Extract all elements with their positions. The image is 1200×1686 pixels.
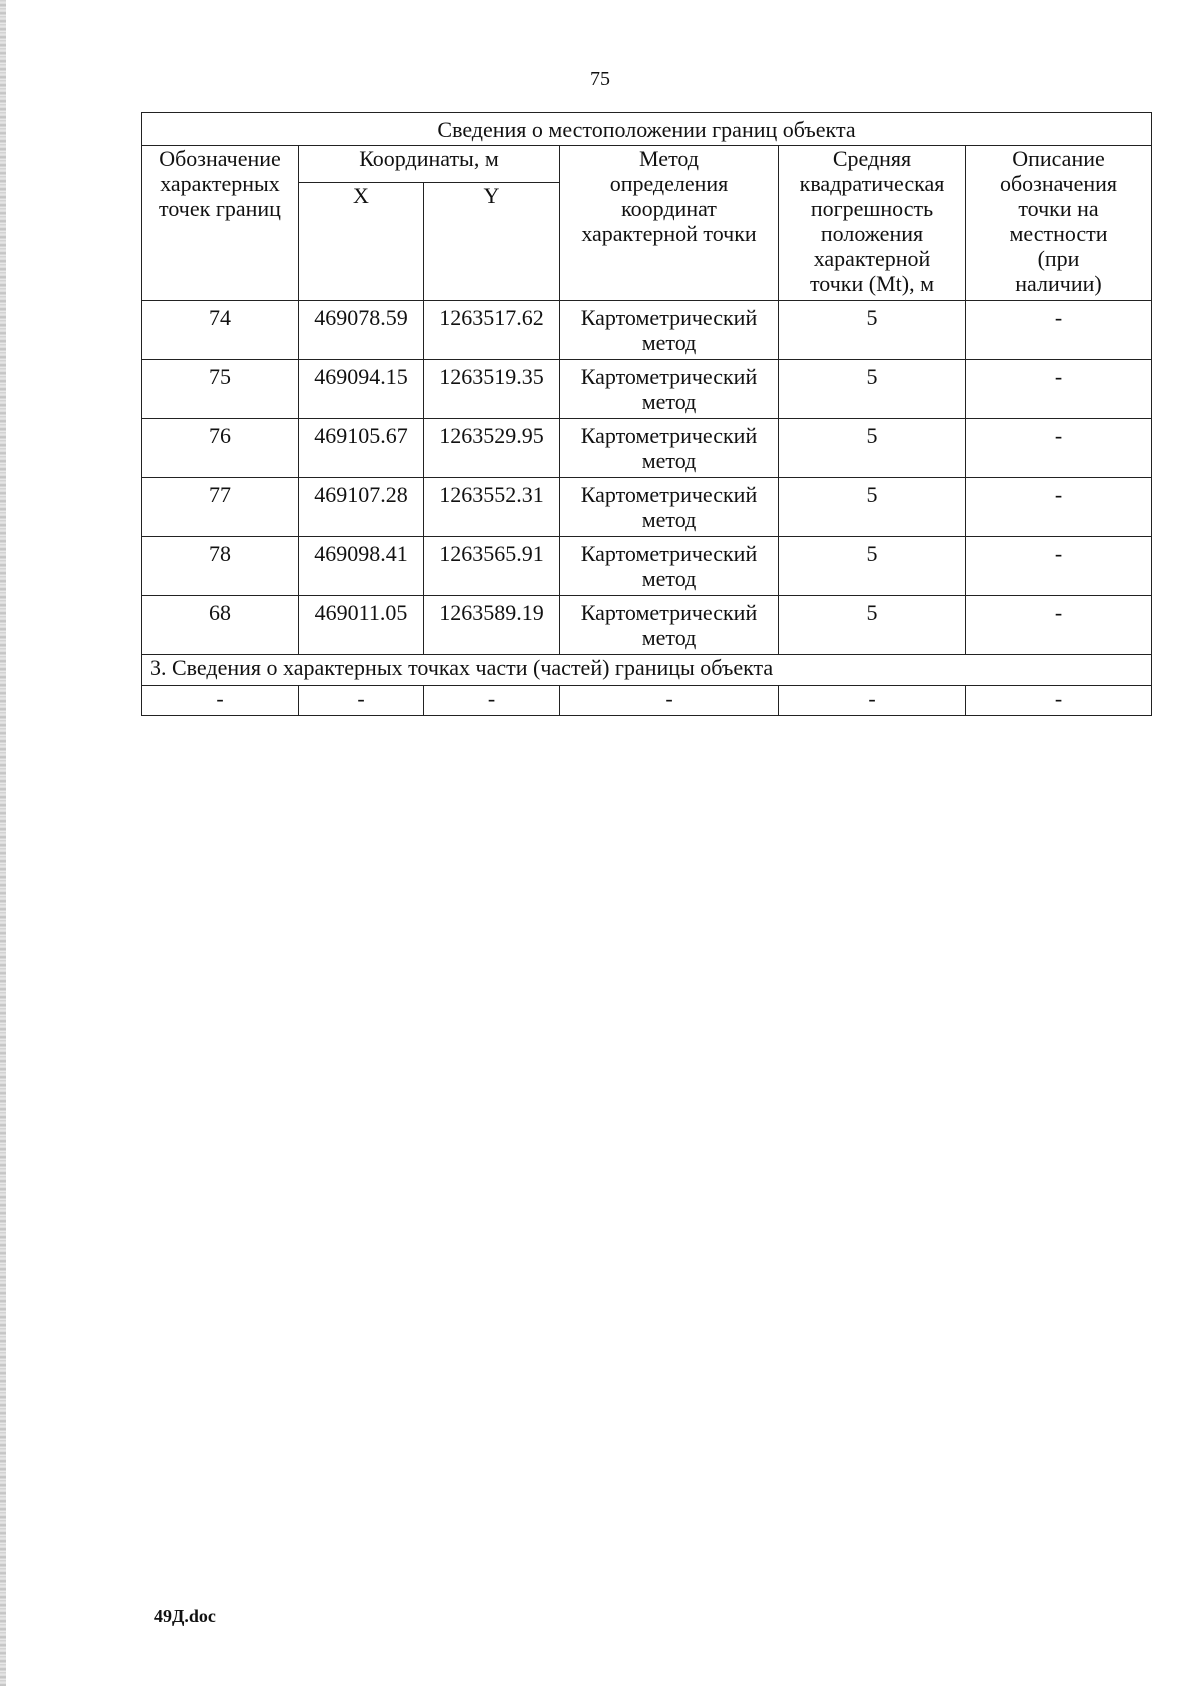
header-description: Описание обозначения точки на местности (при наличии) xyxy=(966,146,1152,301)
header-x: X xyxy=(299,183,424,301)
cell-method: Картометрический метод xyxy=(560,419,779,478)
cell-method: Картометрический метод xyxy=(560,596,779,655)
header-method: Метод определения координат характерной точки xyxy=(560,146,779,301)
table-row xyxy=(142,537,1152,596)
footer-file-name: 49Д.doc xyxy=(154,1606,216,1626)
cell-point: 76 xyxy=(142,419,299,478)
cell-x: 469011.05 xyxy=(299,596,424,655)
cell-y: 1263519.35 xyxy=(424,360,560,419)
cell-method: Картометрический метод xyxy=(560,301,779,360)
cell-description: - xyxy=(966,419,1152,478)
part-cell-error: - xyxy=(779,686,966,716)
header-coordinates: Координаты, м xyxy=(299,146,560,183)
part-row xyxy=(142,686,1152,716)
cell-error: 5 xyxy=(779,596,966,655)
table-row xyxy=(142,301,1152,360)
cell-y: 1263529.95 xyxy=(424,419,560,478)
part-section-title-row xyxy=(142,655,1152,686)
cell-y: 1263589.19 xyxy=(424,596,560,655)
cell-point: 74 xyxy=(142,301,299,360)
cell-description: - xyxy=(966,360,1152,419)
cell-y: 1263552.31 xyxy=(424,478,560,537)
cell-description: - xyxy=(966,537,1152,596)
cell-x: 469105.67 xyxy=(299,419,424,478)
cell-error: 5 xyxy=(779,301,966,360)
scan-edge xyxy=(0,0,6,1686)
part-cell-method: - xyxy=(560,686,779,716)
cell-x: 469107.28 xyxy=(299,478,424,537)
table-header-row xyxy=(142,146,1152,183)
part-cell-description: - xyxy=(966,686,1152,716)
cell-error: 5 xyxy=(779,537,966,596)
cell-description: - xyxy=(966,478,1152,537)
part-cell-x: - xyxy=(299,686,424,716)
boundary-coordinates-table xyxy=(141,112,1152,716)
cell-x: 469094.15 xyxy=(299,360,424,419)
cell-error: 5 xyxy=(779,419,966,478)
cell-error: 5 xyxy=(779,360,966,419)
cell-description: - xyxy=(966,596,1152,655)
cell-method: Картометрический метод xyxy=(560,537,779,596)
cell-x: 469078.59 xyxy=(299,301,424,360)
table-row xyxy=(142,360,1152,419)
cell-point: 77 xyxy=(142,478,299,537)
table-body xyxy=(142,301,1152,655)
cell-x: 469098.41 xyxy=(299,537,424,596)
table-title-row xyxy=(142,113,1152,146)
table-row xyxy=(142,596,1152,655)
table-row xyxy=(142,478,1152,537)
cell-description: - xyxy=(966,301,1152,360)
table-row xyxy=(142,419,1152,478)
table-title: Сведения о местоположении границ объекта xyxy=(142,113,1152,146)
cell-y: 1263517.62 xyxy=(424,301,560,360)
part-cell-y: - xyxy=(424,686,560,716)
page-number: 75 xyxy=(590,68,610,90)
header-mean-error: Средняя квадратическая погрешность положения характерной точки (Mt), м xyxy=(779,146,966,301)
cell-point: 78 xyxy=(142,537,299,596)
cell-method: Картометрический метод xyxy=(560,360,779,419)
cell-y: 1263565.91 xyxy=(424,537,560,596)
part-section-title: 3. Сведения о характерных точках части (частей) границы объекта xyxy=(142,655,1152,686)
cell-method: Картометрический метод xyxy=(560,478,779,537)
cell-point: 75 xyxy=(142,360,299,419)
header-y: Y xyxy=(424,183,560,301)
cell-error: 5 xyxy=(779,478,966,537)
cell-point: 68 xyxy=(142,596,299,655)
part-cell-point: - xyxy=(142,686,299,716)
header-point-designation: Обозначение характерных точек границ xyxy=(142,146,299,301)
